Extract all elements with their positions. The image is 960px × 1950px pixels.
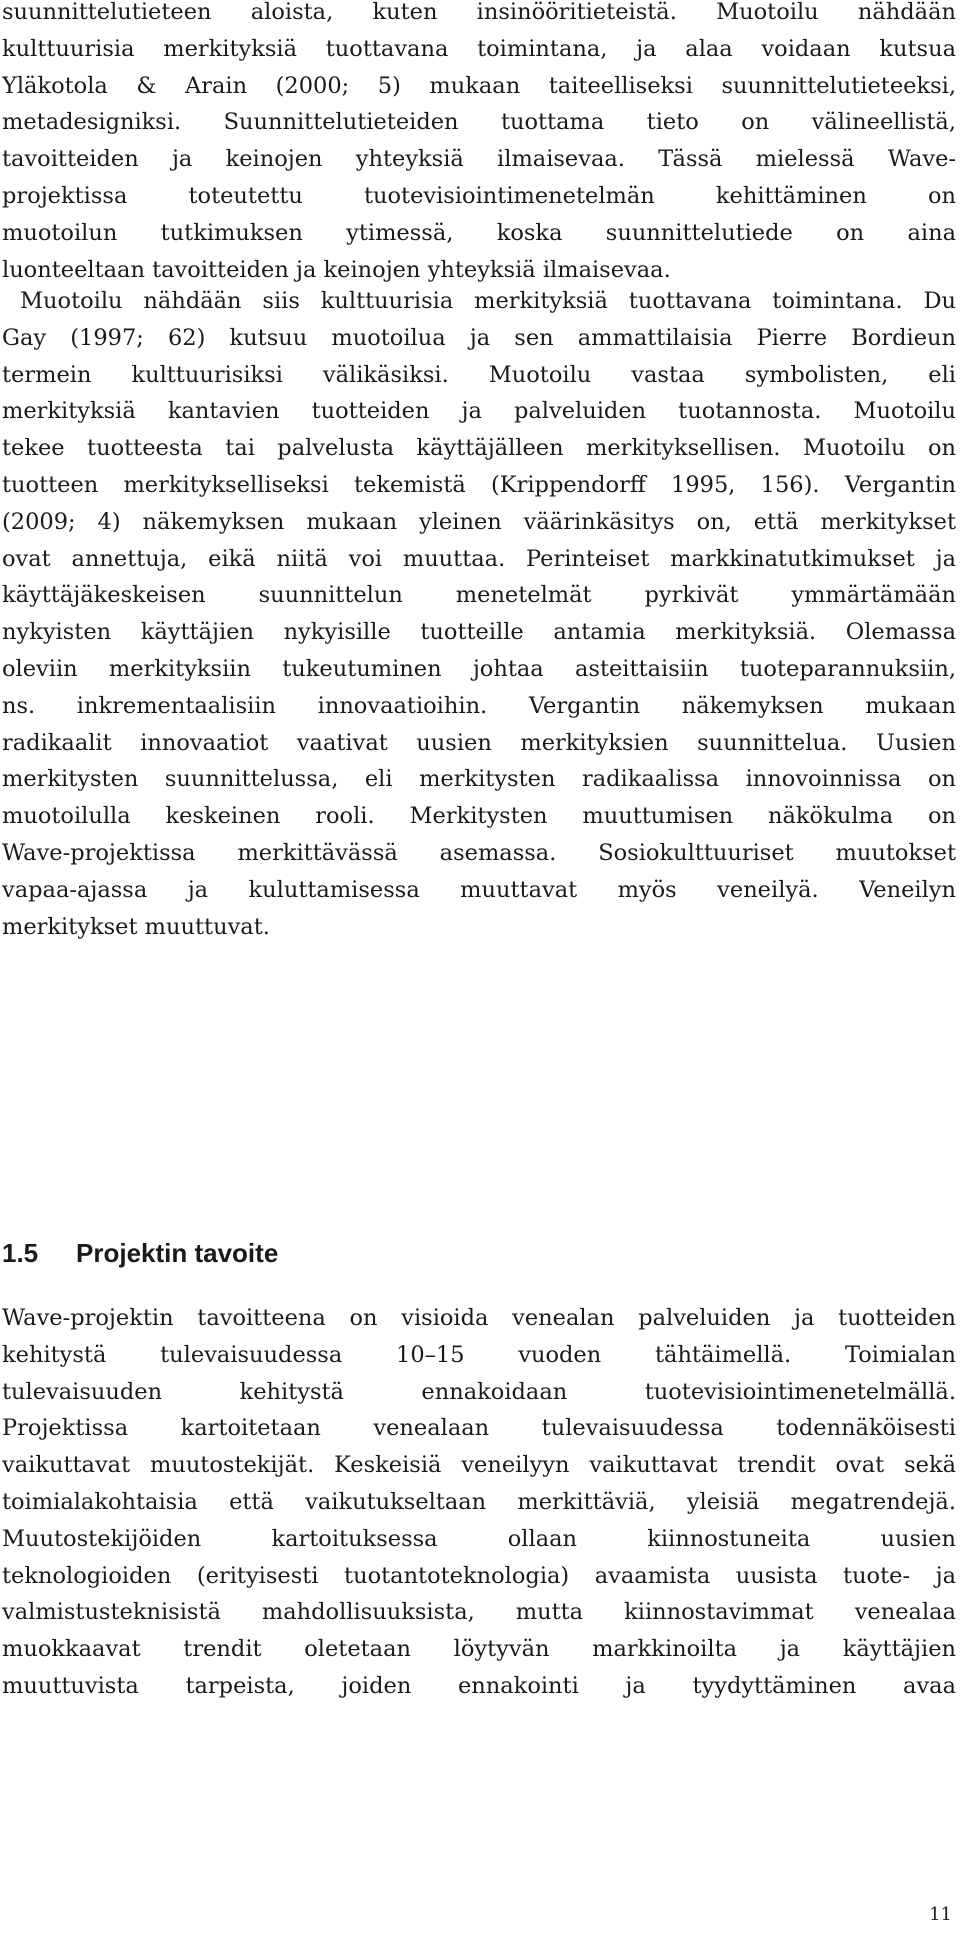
paragraph-2-line: käyttäjäkeskeisen suunnittelun menetelmät pyrkivät ymmärtämään [2, 582, 956, 609]
section-number: 1.5 [2, 1238, 39, 1268]
paragraph-2-line: ovat annettuja, eikä niitä voi muuttaa. Perinteiset markkinatutkimukset ja [2, 545, 956, 572]
paragraph-1-line: suunnittelutieteen aloista, kuten insinööritieteistä. Muotoilu nähdään [2, 0, 956, 25]
paragraph-2-line: vapaa-ajassa ja kuluttamisessa muuttavat myös veneilyä. Veneilyn [2, 876, 956, 903]
section-title: Projektin tavoite [76, 1238, 279, 1268]
paragraph-1-line: kulttuurisia merkityksiä tuottavana toimintana, ja alaa voidaan kutsua [2, 35, 956, 62]
paragraph-1-line: muotoilun tutkimuksen ytimessä, koska suunnittelutiede on aina [2, 219, 956, 246]
paragraph-3 [2, 1300, 956, 1705]
paragraph-3-line: kehitystä tulevaisuudessa 10–15 vuoden tähtäimellä. Toimialan [2, 1341, 956, 1368]
paragraph-2-line: tekee tuotteesta tai palvelusta käyttäjälleen merkityksellisen. Muotoilu on [2, 435, 956, 462]
paragraph-2-line: Wave-projektissa merkittävässä asemassa. Sosiokulttuuriset muutokset [2, 839, 956, 866]
paragraph-2-line: muotoilulla keskeinen rooli. Merkitysten muuttumisen näkökulma on [2, 803, 956, 830]
paragraph-3-line: Wave-projektin tavoitteena on visioida venealan palveluiden ja tuotteiden [2, 1305, 956, 1331]
paragraph-2-line: nykyisten käyttäjien nykyisille tuotteille antamia merkityksiä. Olemassa [2, 619, 956, 646]
paragraph-2-line: merkitysten suunnittelussa, eli merkitysten radikaalissa innovoinnissa on [2, 766, 956, 793]
paragraph-1-line: Yläkotola & Arain (2000; 5) mukaan taiteelliseksi suunnittelutieteeksi, [2, 72, 956, 99]
paragraph-2-line: merkityksiä kantavien tuotteiden ja palveluiden tuotannosta. Muotoilu [2, 398, 956, 425]
paragraph-2-line: (2009; 4) näkemyksen mukaan yleinen väärinkäsitys on, että merkitykset [2, 508, 956, 535]
paragraph-3-line: muuttuvista tarpeista, joiden ennakointi ja tyydyttäminen avaa [2, 1672, 956, 1699]
paragraph-3-line: teknologioiden (erityisesti tuotantoteknologia) avaamista uusista tuote- ja [2, 1562, 956, 1589]
paragraph-3-line: vaikuttavat muutostekijät. Keskeisiä veneilyyn vaikuttavat trendit ovat sekä [2, 1452, 956, 1479]
paragraph-3-line: tulevaisuuden kehitystä ennakoidaan tuotevisiointimenetelmällä. [2, 1378, 956, 1405]
paragraph-3-line: muokkaavat trendit oletetaan löytyvän markkinoilta ja käyttäjien [2, 1636, 956, 1663]
paragraph-1-line: projektissa toteutettu tuotevisiointimenetelmän kehittäminen on [2, 182, 956, 209]
paragraph-1-line: luonteeltaan tavoitteiden ja keinojen yhteyksiä ilmaisevaa. [2, 256, 671, 283]
paragraph-1 [2, 0, 956, 288]
paragraph-2-line: oleviin merkityksiin tukeutuminen johtaa asteittaisiin tuoteparannuksiin, [2, 655, 956, 682]
paragraph-3-line: Muutostekijöiden kartoituksessa ollaan kiinnostuneita uusien [2, 1525, 956, 1552]
paragraph-1-line: tavoitteiden ja keinojen yhteyksiä ilmaisevaa. Tässä mielessä Wave- [2, 146, 956, 173]
paragraph-2-line: Muotoilu nähdään siis kulttuurisia merkityksiä tuottavana toimintana. Du [20, 288, 956, 314]
section-heading [2, 1236, 278, 1270]
paragraph-3-line: Projektissa kartoitetaan venealaan tulevaisuudessa todennäköisesti [2, 1415, 956, 1442]
paragraph-2-line: merkitykset muuttuvat. [2, 913, 270, 940]
paragraph-2 [2, 283, 956, 945]
paragraph-2-line: tuotteen merkitykselliseksi tekemistä (Krippendorff 1995, 156). Vergantin [2, 471, 956, 498]
page-number: 11 [929, 1904, 952, 1925]
paragraph-2-line: termein kulttuurisiksi välikäsiksi. Muotoilu vastaa symbolisten, eli [2, 361, 956, 388]
paragraph-3-line: valmistusteknisistä mahdollisuuksista, mutta kiinnostavimmat venealaa [2, 1599, 956, 1626]
paragraph-2-line: radikaalit innovaatiot vaativat uusien merkityksien suunnittelua. Uusien [2, 729, 956, 756]
paragraph-2-line: ns. inkrementaalisiin innovaatioihin. Vergantin näkemyksen mukaan [2, 692, 956, 719]
paragraph-2-line: Gay (1997; 62) kutsuu muotoilua ja sen ammattilaisia Pierre Bordieun [2, 324, 956, 351]
paragraph-3-line: toimialakohtaisia että vaikutukseltaan merkittäviä, yleisiä megatrendejä. [2, 1488, 956, 1515]
paragraph-1-line: metadesigniksi. Suunnittelutieteiden tuottama tieto on välineellistä, [2, 109, 956, 136]
